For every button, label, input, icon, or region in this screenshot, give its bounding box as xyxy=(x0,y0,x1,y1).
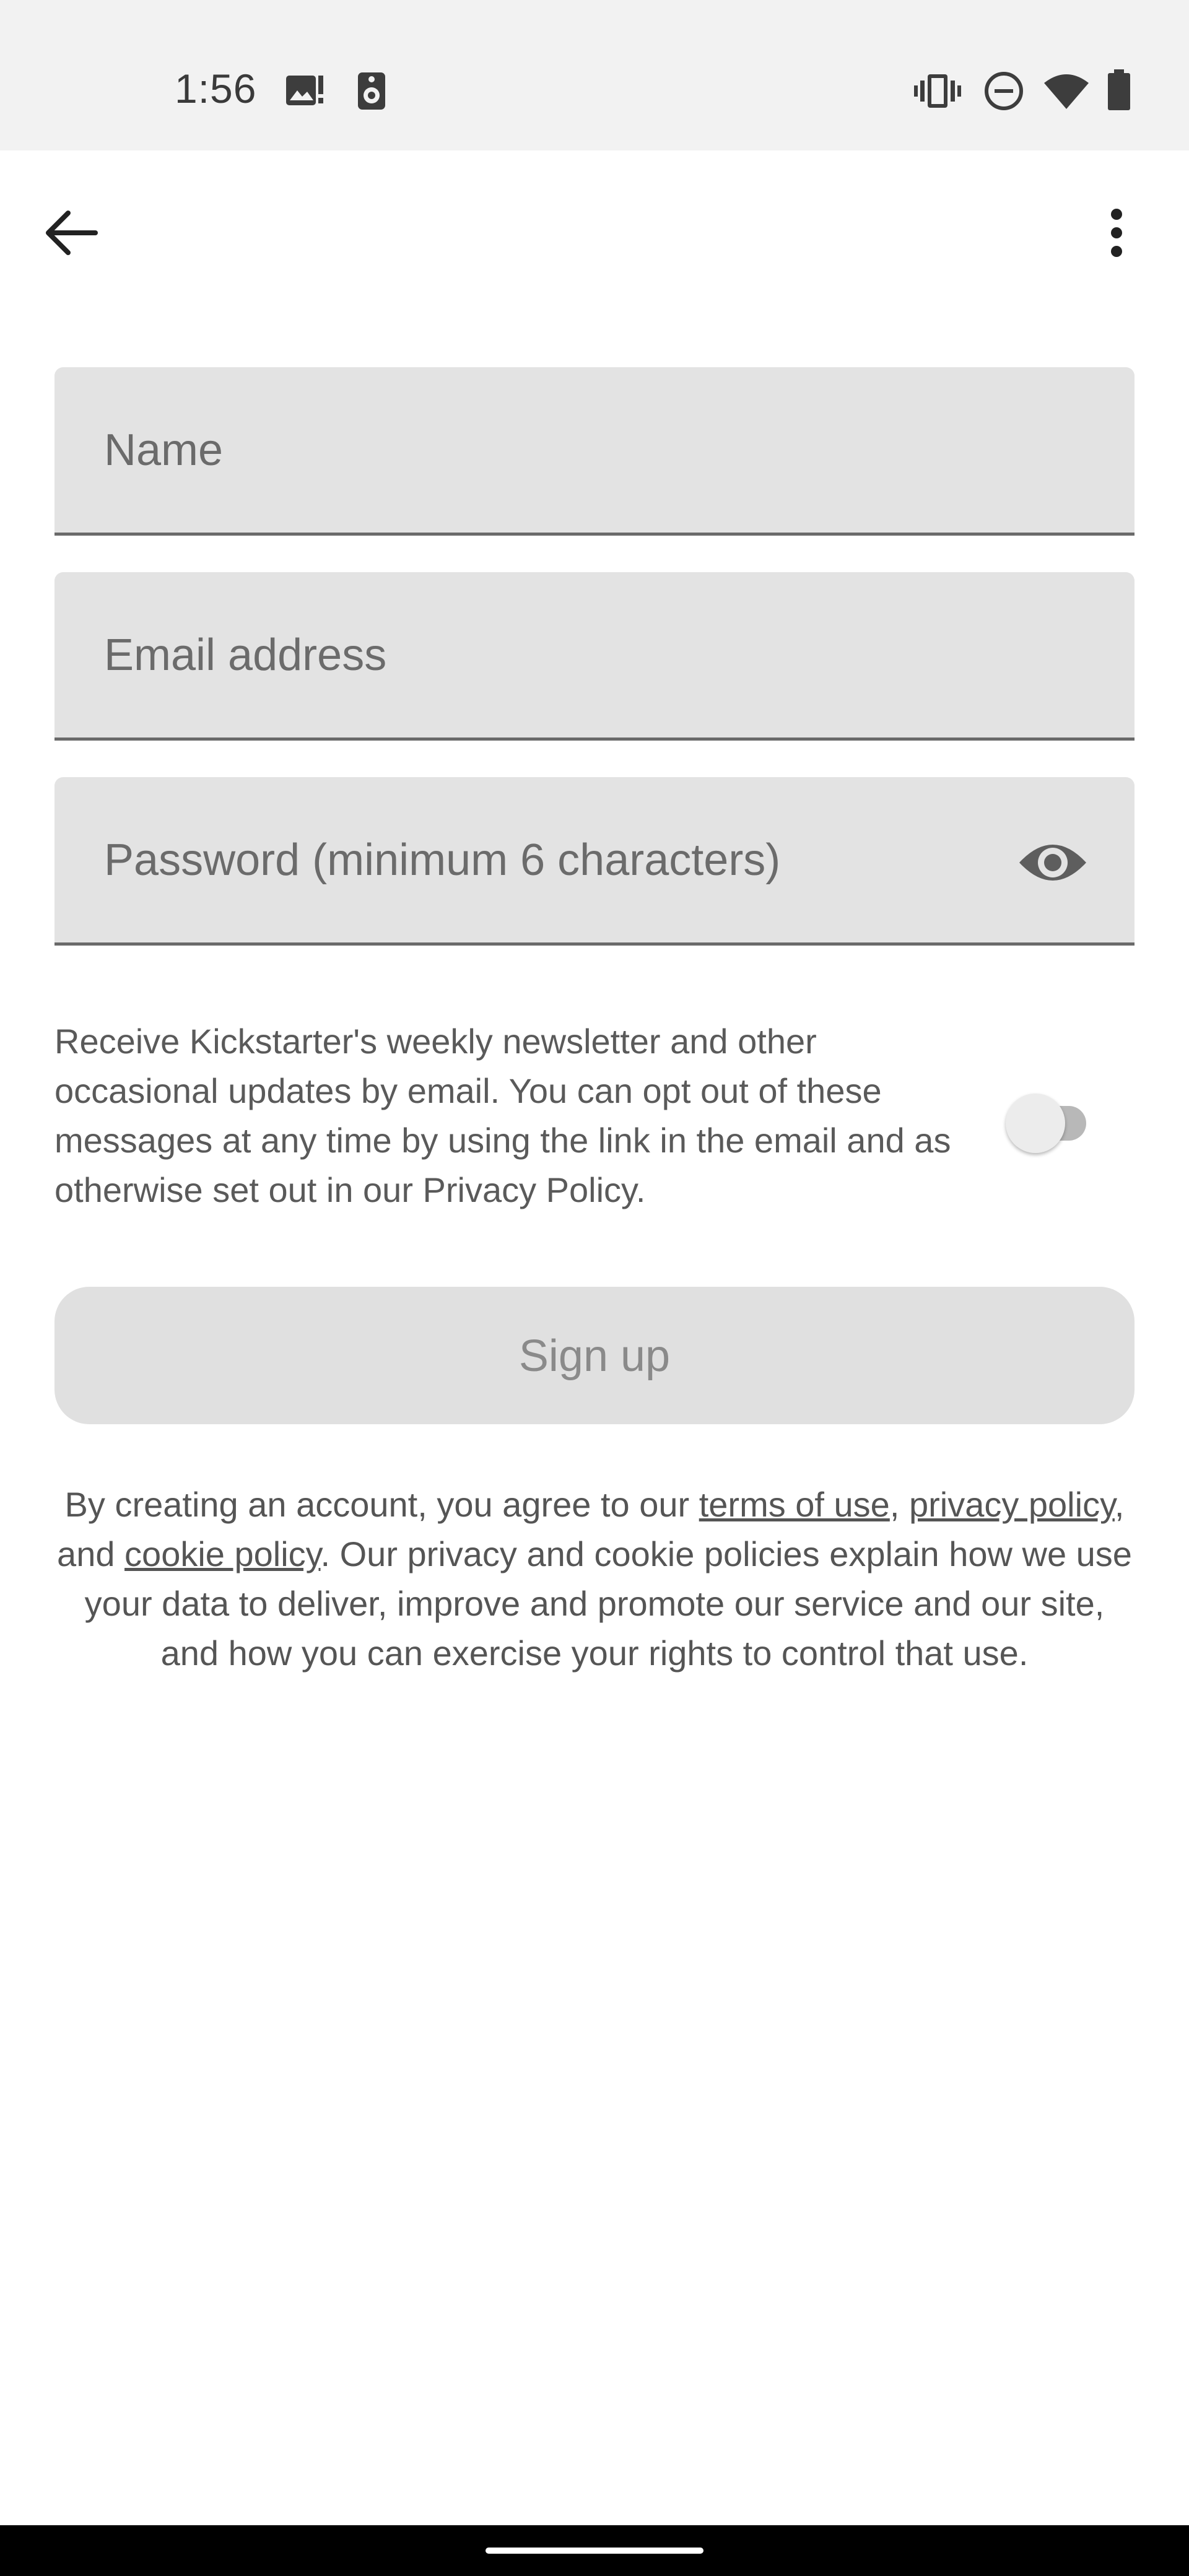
home-gesture-handle[interactable] xyxy=(486,2548,703,2554)
battery-icon xyxy=(1106,68,1132,111)
toggle-thumb xyxy=(1006,1094,1065,1153)
password-field[interactable] xyxy=(54,777,1135,946)
back-button[interactable] xyxy=(37,198,105,266)
name-field[interactable] xyxy=(54,367,1135,536)
status-bar xyxy=(0,0,1189,150)
legal-text xyxy=(54,1480,1135,1678)
arrow-back-icon xyxy=(37,198,105,266)
legal-separator: , and xyxy=(57,1485,1125,1573)
newsletter-text: Receive Kickstarter's weekly newsletter and other occasional updates by email. You can opt out of these messages at any time by using the link in the email and as otherwise set out in our Privacy Policy. xyxy=(54,1022,951,1209)
name-input[interactable] xyxy=(104,367,971,533)
image-notification-icon xyxy=(285,73,324,109)
password-input[interactable] xyxy=(104,777,971,942)
cookie-policy-link[interactable]: cookie policy xyxy=(124,1534,321,1573)
email-input[interactable] xyxy=(104,572,971,738)
vibrate-icon xyxy=(914,72,961,110)
speaker-icon xyxy=(356,71,387,111)
email-field[interactable] xyxy=(54,572,1135,741)
password-visibility-toggle[interactable] xyxy=(1016,833,1090,892)
more-vert-icon xyxy=(1087,198,1146,266)
wifi-icon xyxy=(1043,72,1090,110)
navigation-bar xyxy=(0,2525,1189,2576)
do-not-disturb-icon xyxy=(983,71,1024,111)
newsletter-toggle[interactable] xyxy=(1002,1089,1101,1148)
legal-suffix: . Our privacy and cookie policies explain how we use your data to deliver, improve and promote our service and our site, and how you can exercise your rights to control that use. xyxy=(84,1534,1132,1673)
privacy-policy-link[interactable]: privacy policy xyxy=(908,1485,1115,1524)
sign-up-button[interactable]: Sign up xyxy=(54,1287,1135,1424)
legal-separator: , xyxy=(889,1485,909,1524)
eye-icon xyxy=(1016,833,1090,892)
status-time: 1:56 xyxy=(175,66,257,111)
more-options-button[interactable] xyxy=(1087,198,1146,266)
legal-prefix: By creating an account, you agree to our xyxy=(64,1485,699,1524)
terms-of-use-link[interactable]: terms of use xyxy=(699,1485,890,1524)
